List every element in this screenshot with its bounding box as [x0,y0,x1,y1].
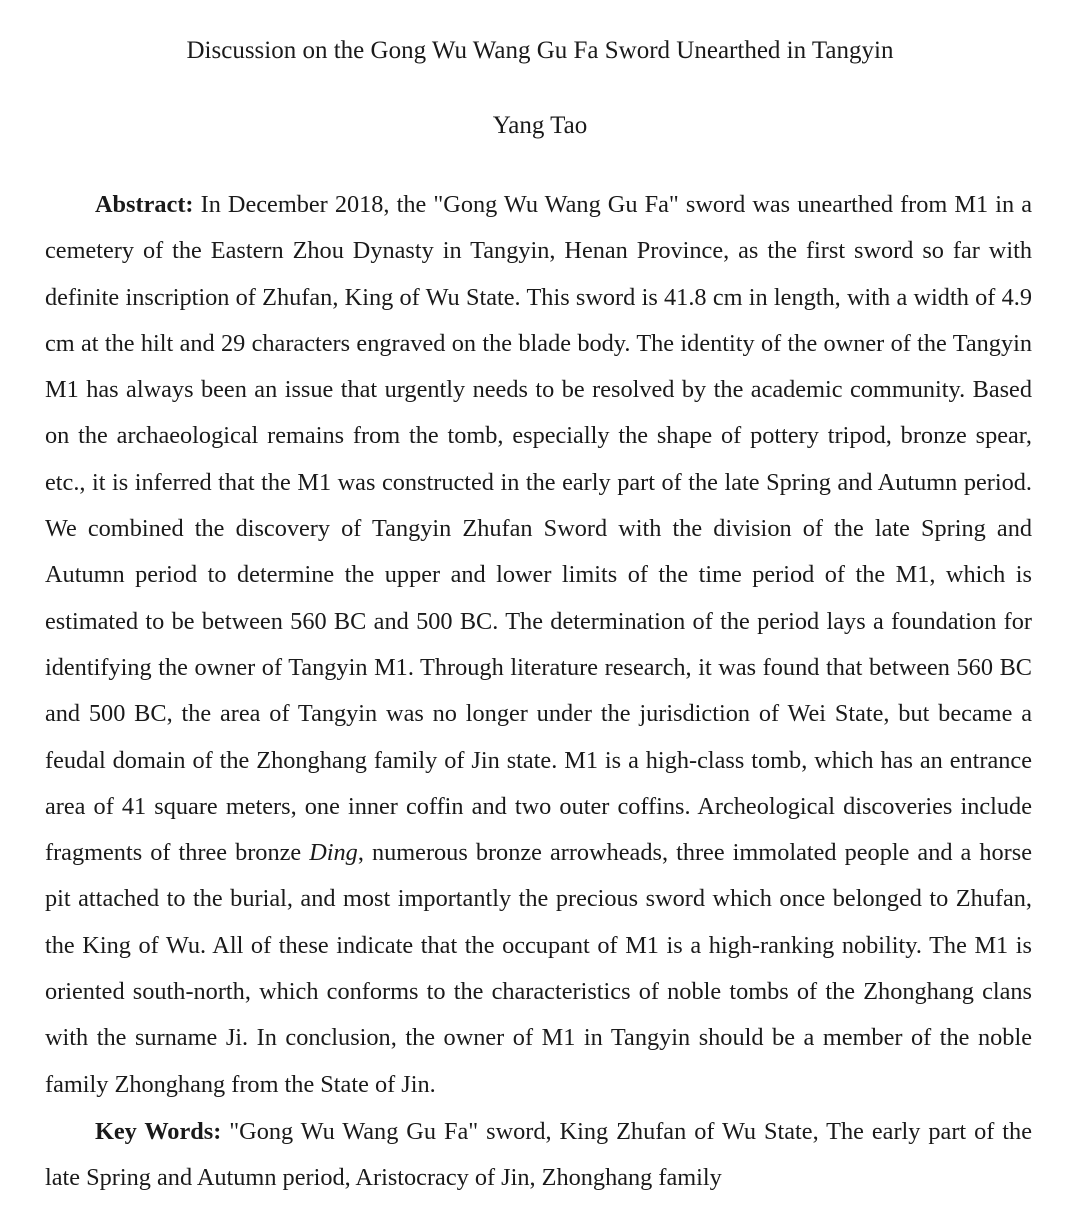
keywords-text: "Gong Wu Wang Gu Fa" sword, King Zhufan of Wu State, The early part of the late Spring and Autumn period, Aristocracy of Jin, Zhonghang family [45,1118,1032,1192]
author-name: Yang Tao [492,112,588,139]
keywords-label: Key Words: [95,1118,222,1145]
abstract-paragraph [45,182,1032,1108]
abstract-text-part-2: , numerous bronze arrowheads, three immolated people and a horse pit attached to the burial, and most importantly the precious sword which once belonged to Zhufan, the King of Wu. All of these indicate that the occupant of M1 is a high-ranking nobility. The M1 is oriented south-north, which conforms to the characteristics of noble tombs of the Zhonghang clans with the surname Ji. In conclusion, the owner of M1 in Tangyin should be a member of the noble family Zhonghang from the State of Jin. [45,839,1032,1098]
paper-title: Discussion on the Gong Wu Wang Gu Fa Sword Unearthed in Tangyin [186,37,894,64]
abstract-text-part-1: In December 2018, the "Gong Wu Wang Gu Fa" sword was unearthed from M1 in a cemetery of the Eastern Zhou Dynasty in Tangyin, Henan Province, as the first sword so far with definite inscription of Zhufan, King of Wu State. This sword is 41.8 cm in length, with a width of 4.9 cm at the hilt and 29 characters engraved on the blade body. The identity of the owner of the Tangyin M1 has always been an issue that urgently needs to be resolved by the academic community. Based on the archaeological remains from the tomb, especially the shape of pottery tripod, bronze spear, etc., it is inferred that the M1 was constructed in the early part of the late Spring and Autumn period. We combined the discovery of Tangyin Zhufan Sword with the division of the late Spring and Autumn period to determine the upper and lower limits of the time period of the M1, which is estimated to be between 560 BC and 500 BC. The determination of the period lays a foundation for identifying the owner of Tangyin M1. Through literature research, it was found that between 560 BC and 500 BC, the area of Tangyin was no longer under the jurisdiction of Wei State, but became a feudal domain of the Zhonghang family of Jin state. M1 is a high-class tomb, which has an entrance area of 41 square meters, one inner coffin and two outer coffins. Archeological discoveries include fragments of three bronze [45,191,1032,867]
keywords-paragraph [45,1109,1032,1202]
abstract-label: Abstract: [95,191,194,218]
abstract-italic-term: Ding [309,839,358,867]
